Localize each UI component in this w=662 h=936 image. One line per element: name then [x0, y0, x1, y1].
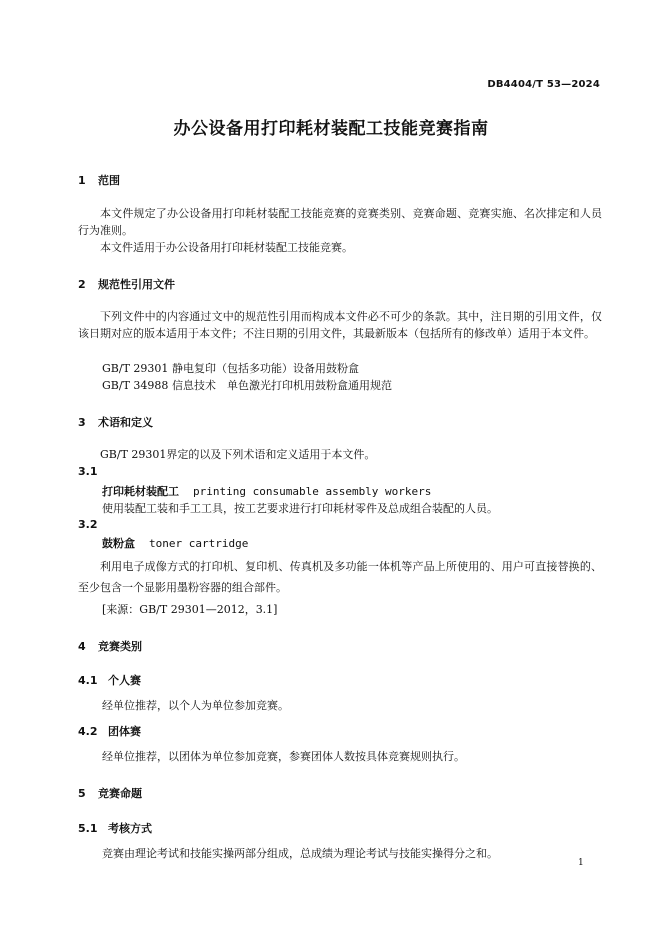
- section-number: 1: [78, 174, 86, 187]
- section-5-heading: [78, 785, 142, 801]
- section-title: 规范性引用文件: [98, 278, 175, 291]
- term-chinese: 鼓粉盒: [102, 537, 135, 550]
- paragraph: 经单位推荐，以个人为单位参加竞赛。: [102, 699, 289, 712]
- section-title: 范围: [98, 174, 120, 187]
- term-number: 3.1: [78, 465, 98, 478]
- term-source: [来源：GB/T 29301—2012，3.1]: [102, 603, 278, 616]
- section-4-heading: [78, 638, 142, 654]
- paragraph: 本文件适用于办公设备用打印耗材装配工技能竞赛。: [100, 241, 353, 254]
- paragraph: 竞赛由理论考试和技能实操两部分组成，总成绩为理论考试与技能实操得分之和。: [102, 847, 498, 860]
- term-chinese: 打印耗材装配工: [102, 485, 179, 498]
- term-definition: 使用装配工装和手工工具，按工艺要求进行打印耗材零件及总成组合装配的人员。: [102, 502, 498, 515]
- section-title: 竞赛类别: [98, 640, 142, 653]
- subsection-number: 4.2: [78, 725, 98, 738]
- reference-code: GB/T 29301: [102, 362, 169, 375]
- term-entry: [102, 535, 248, 551]
- section-title: 术语和定义: [98, 416, 153, 429]
- subsection-5-1-heading: [78, 820, 152, 836]
- subsection-number: 4.1: [78, 674, 98, 687]
- section-1-heading: [78, 172, 120, 188]
- reference-code: GB/T 34988: [102, 379, 169, 392]
- reference-title: 静电复印（包括多功能）设备用鼓粉盒: [172, 362, 359, 375]
- document-title: 办公设备用打印耗材装配工技能竞赛指南: [173, 119, 489, 139]
- term-number: 3.2: [78, 518, 98, 531]
- section-number: 2: [78, 278, 86, 291]
- paragraph: 经单位推荐，以团体为单位参加竞赛，参赛团体人数按具体竞赛规则执行。: [102, 750, 465, 763]
- paragraph: GB/T 29301界定的以及下列术语和定义适用于本文件。: [100, 448, 376, 461]
- term-english: printing consumable assembly workers: [193, 485, 432, 498]
- normative-reference: [102, 377, 392, 393]
- page-number: 1: [578, 858, 584, 868]
- subsection-title: 个人赛: [108, 674, 141, 687]
- subsection-title: 考核方式: [108, 822, 152, 835]
- subsection-number: 5.1: [78, 822, 98, 835]
- section-title: 竞赛命题: [98, 787, 142, 800]
- term-entry: [102, 483, 431, 499]
- section-number: 5: [78, 787, 86, 800]
- section-number: 3: [78, 416, 86, 429]
- subsection-title: 团体赛: [108, 725, 141, 738]
- reference-title: 信息技术 单色激光打印机用鼓粉盒通用规范: [172, 379, 392, 392]
- section-2-heading: [78, 276, 175, 292]
- section-number: 4: [78, 640, 86, 653]
- term-definition: 利用电子成像方式的打印机、复印机、传真机及多功能一体机等产品上所使用的、用户可直接替换的、至少包含一个显影用墨粉容器的组合部件。: [78, 560, 602, 594]
- paragraph: 下列文件中的内容通过文中的规范性引用而构成本文件必不可少的条款。其中，注日期的引用文件，仅该日期对应的版本适用于本文件；不注日期的引用文件，其最新版本（包括所有的修改单）适用于本文件。: [78, 310, 602, 340]
- section-3-heading: [78, 414, 153, 430]
- paragraph: 本文件规定了办公设备用打印耗材装配工技能竞赛的竞赛类别、竞赛命题、竞赛实施、名次排定和人员行为准则。: [78, 207, 602, 237]
- subsection-4-1-heading: [78, 672, 141, 688]
- standard-number: DB4404/T 53—2024: [487, 79, 600, 90]
- subsection-4-2-heading: [78, 723, 141, 739]
- normative-reference: [102, 360, 359, 376]
- term-english: toner cartridge: [149, 537, 249, 550]
